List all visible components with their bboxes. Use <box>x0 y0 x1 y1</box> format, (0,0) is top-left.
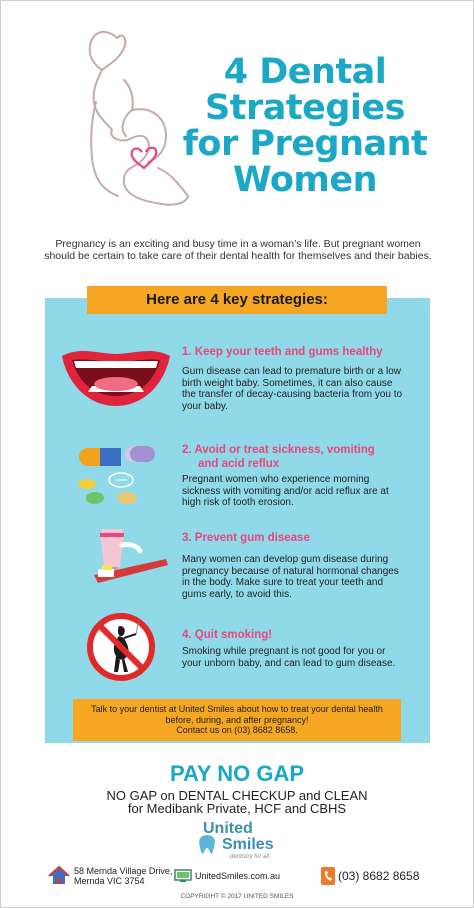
phone-icon <box>321 867 335 885</box>
contact-callout <box>73 699 401 741</box>
page-title <box>160 54 450 198</box>
title-line: Women <box>232 160 378 200</box>
promo-line: for Medibank Private, HCF and CBHS <box>127 801 347 816</box>
strategy-1-text: Gum disease can lead to premature birth or a low birth weight baby. Sometimes, it can also cause the transfer of decay-causing bacteria from you to your baby. <box>182 366 403 412</box>
strategy-2-title <box>182 443 375 471</box>
computer-icon <box>174 869 192 883</box>
strategy-3-title: 3. Prevent gum disease <box>182 532 310 544</box>
pay-no-gap-headline: PAY NO GAP <box>169 761 305 786</box>
website-link[interactable]: UnitedSmiles.com.au <box>195 871 281 881</box>
key-strategies-banner: Here are 4 key strategies: <box>87 286 387 314</box>
address-line: 58 Mernda Village Drive, <box>74 866 173 876</box>
strategy-2-title-line: 2. Avoid or treat sickness, vomiting <box>182 444 375 456</box>
title-line: 4 Dental <box>223 52 387 92</box>
title-line: Strategies <box>205 88 405 128</box>
strategy-4-title: 4. Quit smoking! <box>182 629 273 641</box>
intro-text: Pregnancy is an exciting and busy time in a woman’s life. But pregnant women should be certain to take care of their dental health for themselves and their babies. <box>44 238 432 262</box>
logo-word-smiles: Smiles <box>222 836 274 853</box>
logo-tagline: dentistry for all <box>230 854 270 860</box>
smiling-mouth-icon <box>60 346 172 408</box>
address-line: Mernda VIC 3754 <box>74 876 145 886</box>
strategy-2-text: Pregnant women who experience morning sickness with vomiting and/or acid reflux are at high risk of tooth erosion. <box>182 474 389 508</box>
title-line: for Pregnant <box>182 124 428 164</box>
cta-phone-line: Contact us on (03) 8682 8658. <box>176 725 298 735</box>
strategy-3-text: Many women can develop gum disease during pregnancy because of natural hormonal changes in the body. Make sure to treat your teeth and gums early, to avoid this. <box>182 554 399 600</box>
strategy-2-title-line: and acid reflux <box>198 458 280 470</box>
phone-number[interactable]: (03) 8682 8658 <box>338 869 420 883</box>
cta-line: before, during, and after pregnancy! <box>165 714 309 725</box>
toothpaste-toothbrush-icon <box>92 525 172 585</box>
cta-line: Talk to your dentist at United Smiles about how to treat your dental health <box>91 704 383 714</box>
house-icon <box>48 866 70 886</box>
address <box>74 866 172 886</box>
pills-icon <box>75 440 160 508</box>
copyright: COPYRIGHT © 2017 UNITED SMILES <box>180 893 294 900</box>
no-smoking-icon <box>86 612 156 682</box>
strategy-1-title: 1. Keep your teeth and gums healthy <box>182 346 383 358</box>
promo-line: NO GAP on DENTAL CHECKUP and CLEAN <box>106 788 368 803</box>
strategy-4-text: Smoking while pregnant is not good for you or your unborn baby, and can lead to gum disease. <box>182 646 396 669</box>
logo-word-united: United <box>203 820 253 837</box>
